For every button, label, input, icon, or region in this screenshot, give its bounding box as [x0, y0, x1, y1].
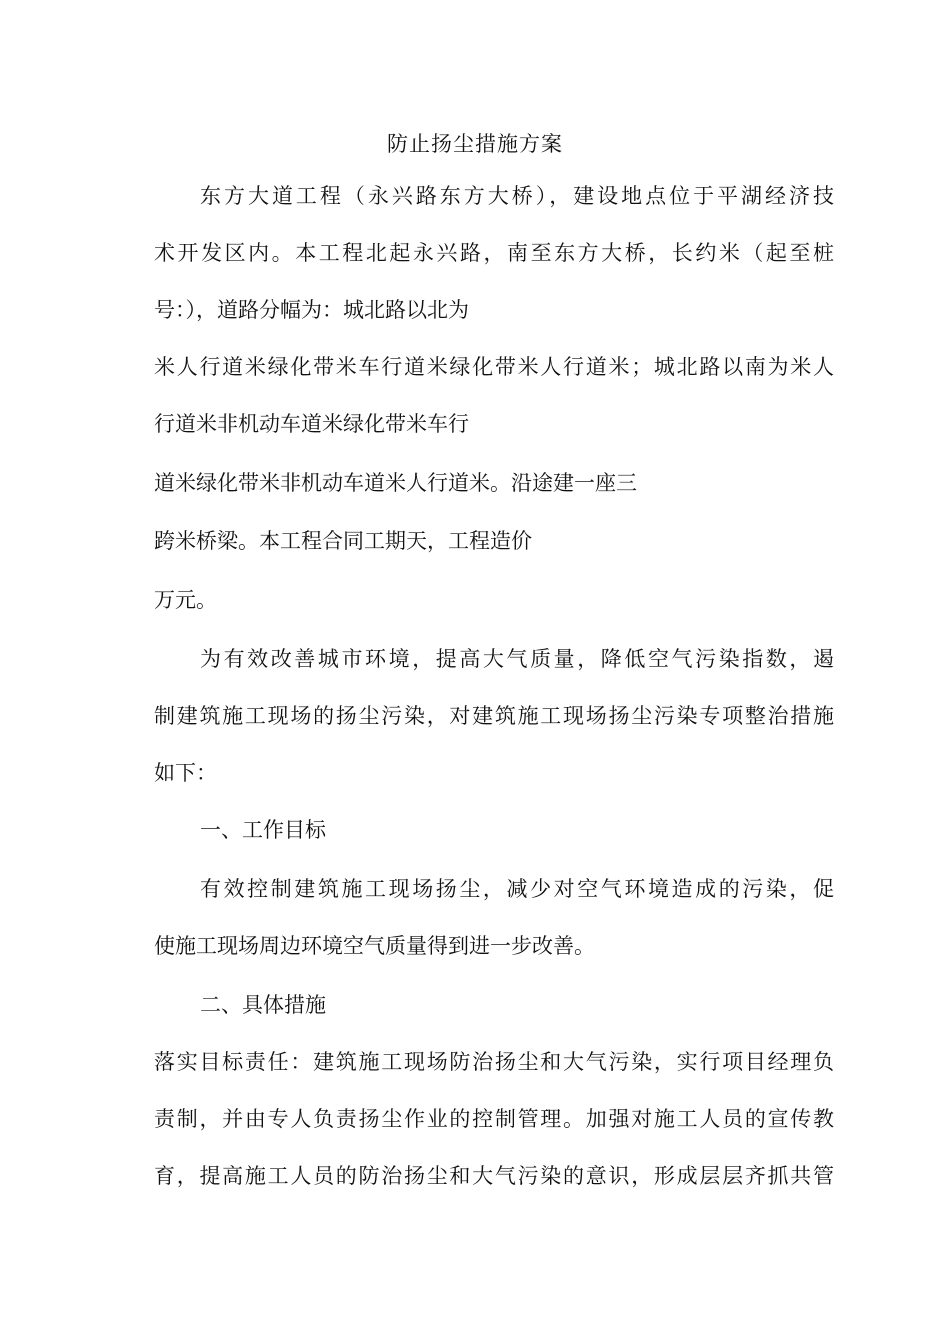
paragraph-line: 行道米非机动车道米绿化带米车行 [154, 412, 469, 436]
paragraph-line: 号：），道路分幅为：城北路以北为 [154, 298, 469, 322]
paragraph-line: 为有效改善城市环境，提高大气质量，降低空气污染指数，遏 [200, 647, 834, 671]
paragraph-line: 术开发区内。本工程北起永兴路，南至东方大桥，长约米（起至桩 [154, 241, 834, 265]
paragraph-line: 育，提高施工人员的防治扬尘和大气污染的意识，形成层层齐抓共管 [154, 1164, 834, 1188]
paragraph-line: 跨米桥梁。本工程合同工期天，工程造价 [154, 529, 532, 553]
paragraph-line: 道米绿化带米非机动车道米人行道米。沿途建一座三 [154, 471, 637, 495]
paragraph-line: 制建筑施工现场的扬尘污染，对建筑施工现场扬尘污染专项整治措施 [154, 704, 834, 728]
paragraph-line: 米人行道米绿化带米车行道米绿化带米人行道米；城北路以南为米人 [154, 355, 834, 379]
paragraph-line: 落实目标责任：建筑施工现场防治扬尘和大气污染，实行项目经理负 [154, 1050, 834, 1074]
section-heading: 二、具体措施 [200, 993, 326, 1017]
section-heading: 一、工作目标 [200, 818, 326, 842]
paragraph-line: 东方大道工程（永兴路东方大桥），建设地点位于平湖经济技 [200, 184, 834, 208]
paragraph-line: 万元。 [154, 588, 217, 612]
paragraph-line: 责制，并由专人负责扬尘作业的控制管理。加强对施工人员的宣传教 [154, 1107, 834, 1131]
paragraph-line: 如下： [154, 761, 217, 785]
paragraph-line: 使施工现场周边环境空气质量得到进一步改善。 [154, 934, 595, 958]
document-title: 防止扬尘措施方案 [387, 132, 563, 156]
paragraph-line: 有效控制建筑施工现场扬尘，减少对空气环境造成的污染，促 [200, 877, 834, 901]
